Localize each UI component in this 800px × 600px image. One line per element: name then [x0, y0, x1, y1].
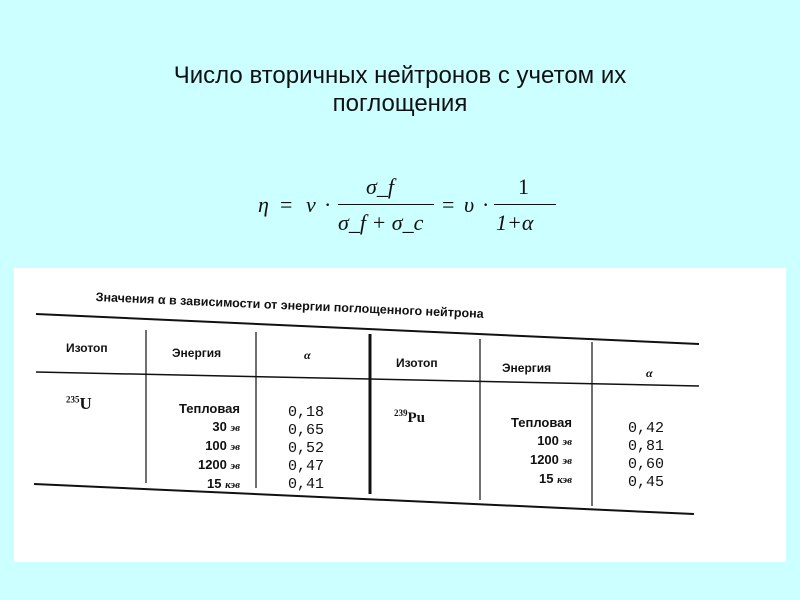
isotope-pu239 [394, 408, 425, 427]
alpha-list-right [628, 420, 664, 492]
alpha-value: 0,52 [288, 440, 325, 457]
slide-title-line-2: поглощения [332, 90, 468, 117]
alpha-value: 0,45 [628, 474, 665, 491]
energy-row: Тепловая [510, 415, 572, 430]
isotope-u235-mass: 235 [66, 394, 80, 405]
slide-title [0, 62, 800, 118]
formula-equals-1: = [280, 192, 293, 217]
formula-nu: ν [306, 192, 316, 217]
alpha-value: 0,81 [628, 438, 665, 455]
isotope-u235-symbol: U [79, 394, 92, 413]
isotope-u235 [66, 394, 92, 414]
alpha-list-left [288, 404, 324, 494]
formula-frac1-bar [338, 204, 434, 205]
isotope-pu239-mass: 239 [394, 408, 408, 418]
energy-row: 1200 эв [197, 457, 240, 472]
alpha-value: 0,41 [288, 476, 325, 493]
eta-formula [258, 172, 578, 252]
isotope-pu239-symbol: Pu [407, 410, 426, 426]
formula-frac1-denominator: σ_f + σ_c [338, 210, 424, 235]
alpha-value: 0,47 [288, 458, 325, 475]
header-alpha-left: α [304, 348, 311, 362]
energy-list-left [158, 400, 240, 494]
energy-row: Тепловая [178, 401, 240, 416]
formula-frac2-numerator: 1 [518, 174, 529, 199]
alpha-value: 0,42 [628, 420, 665, 437]
formula-upsilon: υ [464, 192, 475, 217]
energy-row: 100 эв [537, 433, 572, 448]
formula-frac2-denominator: 1+α [496, 210, 534, 235]
formula-frac2-bar [494, 204, 556, 205]
alpha-value: 0,60 [628, 456, 665, 473]
formula-equals-2: = [442, 192, 455, 217]
alpha-value: 0,65 [288, 422, 325, 439]
header-energy-left: Энергия [172, 346, 222, 360]
formula-dot-2: · [482, 192, 490, 217]
energy-row: 15 кэв [538, 471, 572, 486]
scanned-table-panel [14, 268, 786, 562]
alpha-value: 0,18 [288, 404, 325, 421]
header-isotope-left: Изотоп [66, 341, 108, 355]
energy-row: 30 эв [212, 419, 240, 434]
formula-dot-1: · [324, 192, 332, 217]
header-isotope-right: Изотоп [396, 356, 438, 370]
header-alpha-right: α [646, 366, 653, 380]
formula-frac1-numerator: σ_f [366, 174, 394, 199]
energy-row: 15 кэв [206, 476, 240, 491]
energy-row: 100 эв [205, 438, 240, 453]
slide-title-line-1: Число вторичных нейтронов с учетом их [173, 62, 627, 89]
energy-row: 1200 эв [529, 452, 572, 467]
formula-eta: η [258, 192, 269, 217]
header-energy-right: Энергия [502, 361, 552, 375]
table-caption: Значения α в зависимости от энергии поглощенного нейтрона [95, 290, 484, 321]
energy-list-right [490, 414, 572, 489]
